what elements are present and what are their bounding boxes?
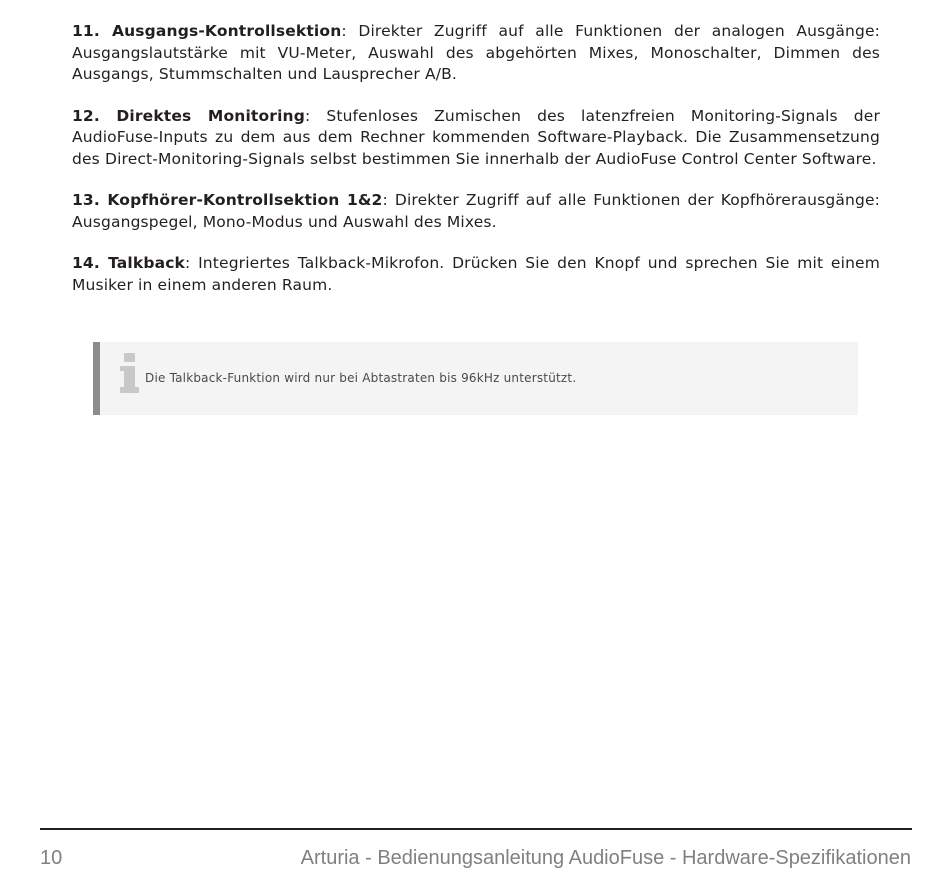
feature-description: : Direkter Zugriff auf alle Funktionen der analogen Ausgänge: Ausgangslautstärke mit VU-Meter, Auswahl des abgehörten Mixes, Monoschalter, Dimmen des Ausgangs, Stummschalten und Lausprecher A/B.	[72, 22, 881, 83]
info-note-box	[93, 342, 858, 415]
feature-description: : Stufenloses Zumischen des latenzfreien Monitoring-Signals der AudioFuse-Inputs zu dem aus dem Rechner kommenden Software-Playback. Die Zusammensetzung des Direct-Monitoring-Signals selbst bestimmen Sie innerhalb der AudioFuse Control Center Software.	[72, 106, 880, 168]
feature-term: 12. Direktes Monitoring	[72, 106, 305, 125]
feature-item-11	[72, 21, 880, 86]
feature-term: 14. Talkback	[72, 254, 185, 272]
info-icon	[120, 353, 140, 395]
footer-divider	[40, 828, 912, 830]
feature-description: : Direkter Zugriff auf alle Funktionen der Kopfhörerausgänge: Ausgangspegel, Mono-Modus und Auswahl des Mixes.	[72, 191, 880, 231]
feature-term: 11. Ausgangs-Kontrollsektion	[72, 22, 342, 40]
footer-title: Arturia - Bedienungsanleitung AudioFuse - Hardware-Spezifikationen	[300, 847, 911, 869]
page-number: 10	[40, 847, 63, 869]
feature-term: 13. Kopfhörer-Kontrollsektion 1&2	[72, 191, 383, 209]
feature-description: : Integriertes Talkback-Mikrofon. Drücken Sie den Knopf und sprechen Sie mit einem Musiker in einem anderen Raum.	[72, 254, 880, 294]
feature-item-14	[72, 253, 880, 296]
feature-item-12	[72, 106, 880, 171]
feature-item-13	[72, 190, 880, 233]
note-text: Die Talkback-Funktion wird nur bei Abtastraten bis 96kHz unterstützt.	[145, 371, 577, 385]
main-content	[72, 21, 880, 316]
